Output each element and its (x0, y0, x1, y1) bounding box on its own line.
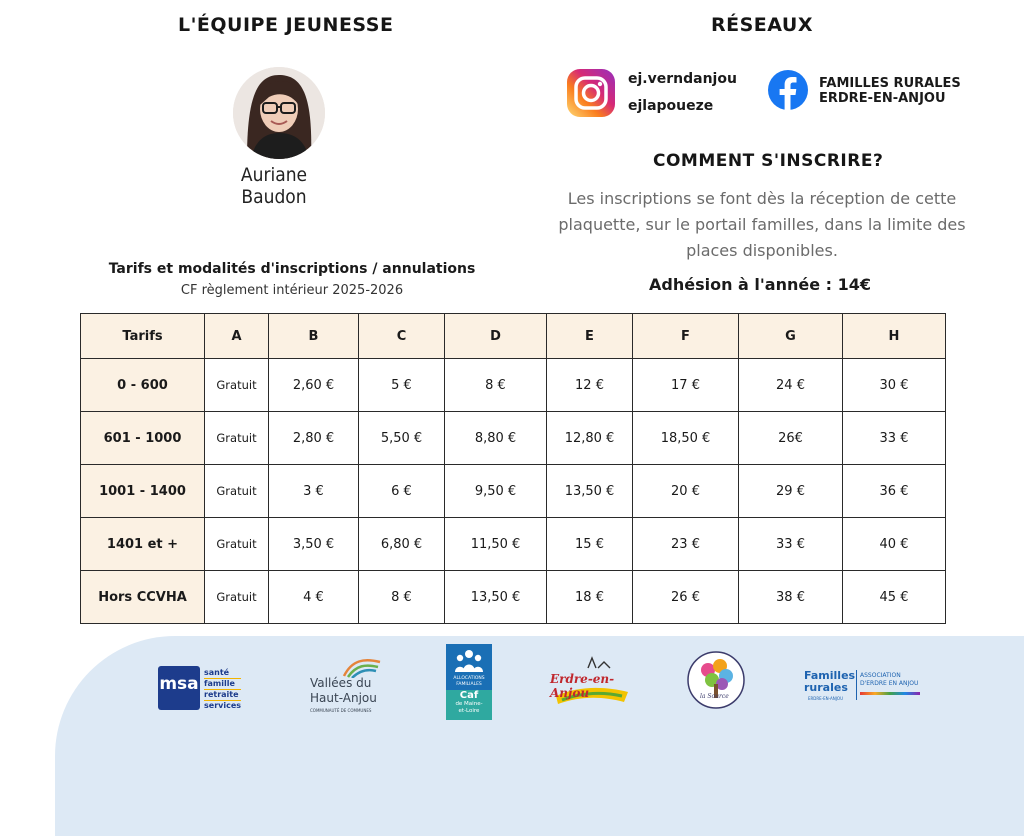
wave-icon (342, 656, 382, 678)
table-cell: 26€ (739, 412, 843, 465)
table-cell: 2,60 € (269, 359, 359, 412)
table-cell: 30 € (843, 359, 946, 412)
table-cell: 33 € (843, 412, 946, 465)
table-cell: Gratuit (205, 465, 269, 518)
table-cell: 2,80 € (269, 412, 359, 465)
msa-logo (158, 666, 250, 710)
msa-mark: msa (159, 674, 199, 694)
price-table (80, 313, 946, 624)
table-cell: 8,80 € (445, 412, 547, 465)
vallees-line: Vallées du (310, 676, 372, 690)
fr-assoc: ASSOCIATION (860, 672, 901, 679)
header-cell: B (269, 314, 359, 359)
header-cell: E (547, 314, 633, 359)
caf-line: ALLOCATIONS (453, 676, 485, 681)
vallees-small: COMMUNAUTÉ DE COMMUNES (310, 708, 372, 713)
table-cell: 24 € (739, 359, 843, 412)
instagram-handles (628, 66, 737, 120)
table-cell: 6 € (359, 465, 445, 518)
erdre-text: Erdre-en-Anjou (550, 672, 615, 700)
fr-line: rurales (804, 681, 848, 694)
fr-small: ERDRE-EN-ANJOU (808, 696, 843, 701)
caf-sub: de Maine- (455, 701, 483, 707)
source-logo (686, 650, 746, 710)
source-text: la Source (700, 693, 729, 700)
tarifs-subtitle: CF règlement intérieur 2025-2026 (180, 283, 404, 298)
vallees-line: Haut-Anjou (310, 691, 377, 705)
fr-assoc: D'ERDRE EN ANJOU (860, 680, 919, 687)
row-header: 1001 - 1400 (81, 465, 205, 518)
header-cell: D (445, 314, 547, 359)
table-cell: 15 € (547, 518, 633, 571)
table-row (81, 412, 946, 465)
table-cell: 3 € (269, 465, 359, 518)
table-row (81, 518, 946, 571)
table-cell: 4 € (269, 571, 359, 624)
table-cell: 18 € (547, 571, 633, 624)
instagram-handle[interactable]: ej.verndanjou (628, 71, 737, 87)
header-cell: Tarifs (81, 314, 205, 359)
caf-name: Caf (459, 690, 479, 701)
instagram-icon[interactable] (566, 68, 616, 118)
header-cell: F (633, 314, 739, 359)
registration-title: COMMENT S'INSCRIRE? (653, 151, 884, 171)
table-row (81, 571, 946, 624)
header-cell: C (359, 314, 445, 359)
instagram-handle[interactable]: ejlapoueze (628, 98, 714, 114)
first-name: Auriane (240, 164, 308, 186)
caf-logo (446, 644, 492, 720)
facebook-icon[interactable] (767, 69, 809, 111)
table-cell: 8 € (445, 359, 547, 412)
table-cell: 12,80 € (547, 412, 633, 465)
registration-text: Les inscriptions se font dès la réception de cette plaquette, sur le portail familles, dans la limite des places disponibles. (558, 189, 966, 260)
membership-fee: Adhésion à l'année : 14€ (649, 275, 872, 294)
table-cell: 45 € (843, 571, 946, 624)
table-cell: 20 € (633, 465, 739, 518)
last-name: Baudon (241, 186, 307, 208)
fr-line: Familles (804, 669, 856, 682)
family-icon (454, 648, 484, 674)
table-cell: 13,50 € (547, 465, 633, 518)
table-cell: 33 € (739, 518, 843, 571)
msa-line: santé (204, 668, 241, 679)
table-cell: 38 € (739, 571, 843, 624)
header-cell: H (843, 314, 946, 359)
table-cell: 6,80 € (359, 518, 445, 571)
table-cell: 23 € (633, 518, 739, 571)
vallees-logo (300, 656, 390, 716)
table-cell: 18,50 € (633, 412, 739, 465)
avatar (233, 67, 325, 159)
row-header: 1401 et + (81, 518, 205, 571)
table-row (81, 465, 946, 518)
person-name (212, 164, 336, 208)
table-cell: Gratuit (205, 518, 269, 571)
msa-line: services (204, 701, 242, 710)
table-cell: 13,50 € (445, 571, 547, 624)
row-header: 601 - 1000 (81, 412, 205, 465)
portrait-icon (233, 67, 325, 159)
facebook-line[interactable]: ERDRE-EN-ANJOU (819, 91, 946, 106)
erdre-logo (548, 656, 634, 706)
table-cell: 8 € (359, 571, 445, 624)
table-cell: 29 € (739, 465, 843, 518)
tree-icon (686, 650, 746, 710)
networks-title: RÉSEAUX (711, 14, 813, 36)
table-cell: Gratuit (205, 359, 269, 412)
header-cell: G (739, 314, 843, 359)
table-cell: Gratuit (205, 412, 269, 465)
msa-line: retraite (204, 690, 241, 701)
table-cell: 5 € (359, 359, 445, 412)
msa-line: famille (204, 679, 241, 690)
tarifs-title: Tarifs et modalités d'inscriptions / annulations (108, 261, 476, 277)
table-header-row (81, 314, 946, 359)
team-title: L'ÉQUIPE JEUNESSE (178, 14, 394, 36)
table-cell: 26 € (633, 571, 739, 624)
table-cell: 3,50 € (269, 518, 359, 571)
table-cell: 40 € (843, 518, 946, 571)
familles-rurales-logo (804, 670, 924, 710)
caf-line: FAMILIALES (456, 682, 482, 687)
header-cell: A (205, 314, 269, 359)
table-cell: 9,50 € (445, 465, 547, 518)
facebook-line[interactable]: FAMILLES RURALES (819, 76, 961, 91)
table-cell: 36 € (843, 465, 946, 518)
row-header: 0 - 600 (81, 359, 205, 412)
table-cell: Gratuit (205, 571, 269, 624)
caf-sub: et-Loire (458, 708, 480, 714)
table-cell: 17 € (633, 359, 739, 412)
facebook-page-name (819, 76, 961, 106)
table-cell: 12 € (547, 359, 633, 412)
table-cell: 5,50 € (359, 412, 445, 465)
row-header: Hors CCVHA (81, 571, 205, 624)
table-row (81, 359, 946, 412)
table-cell: 11,50 € (445, 518, 547, 571)
